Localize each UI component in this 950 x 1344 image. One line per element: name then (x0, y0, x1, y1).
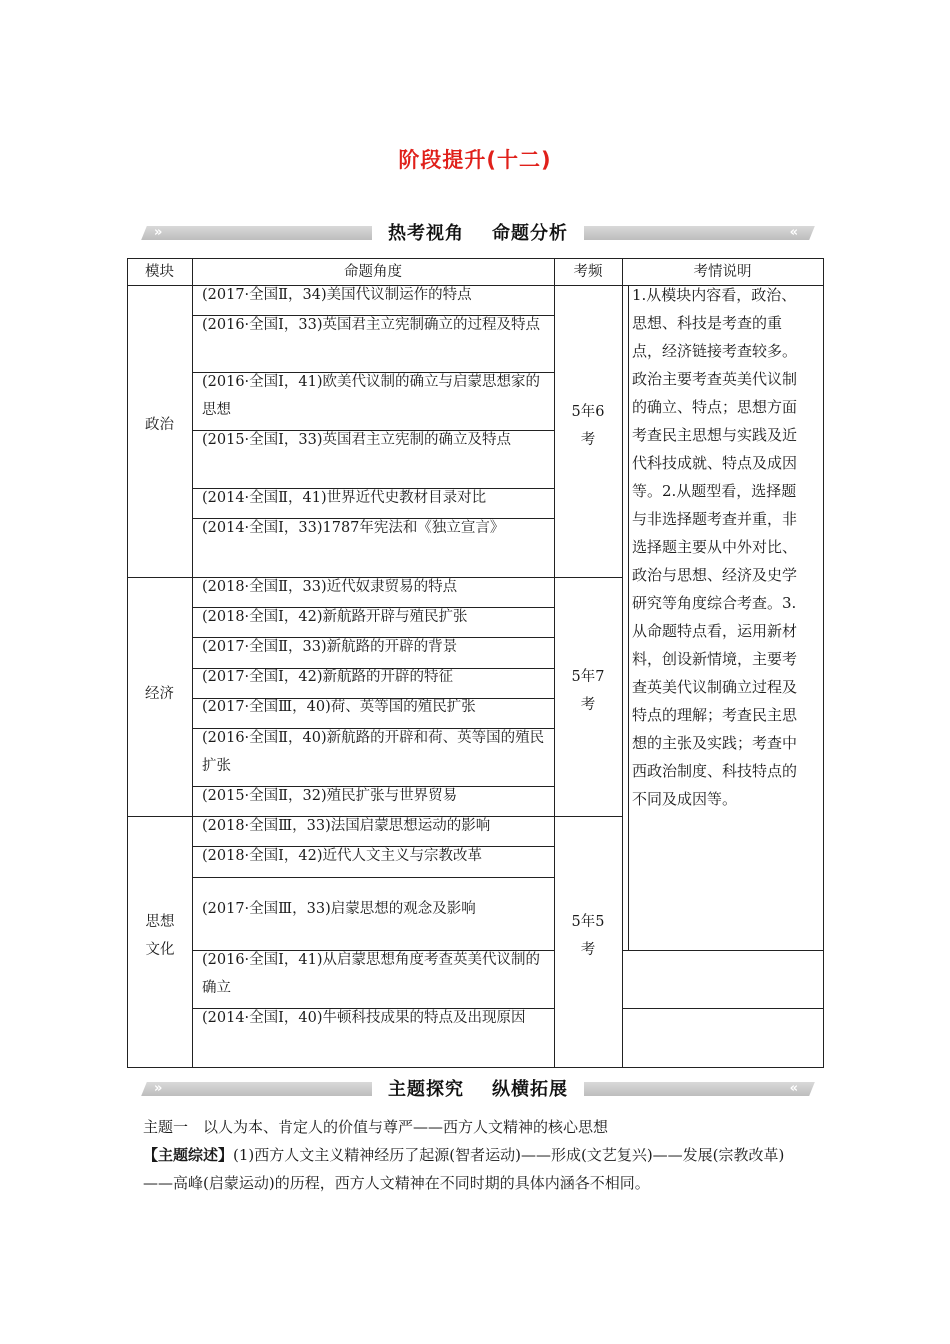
table-row: (2018·全国Ⅰ，42)新航路开辟与殖民扩张 (202, 609, 468, 625)
frequency-thought: 5年5考 (571, 914, 605, 958)
table-row: (2016·全国Ⅱ，40)新航路的开辟和荷、英等国的殖民扩张 (202, 730, 545, 774)
table-row: (2016·全国Ⅰ，41)从启蒙思想角度考查英美代议制的确立 (202, 952, 541, 996)
header-module: 模块 (145, 264, 174, 280)
table-row: (2017·全国Ⅱ，34)美国代议制运作的特点 (202, 287, 472, 303)
banner-label-right: 命题分析 (492, 223, 568, 244)
page-title: 阶段提升(十二) (398, 148, 552, 172)
module-thought-culture: 思想文化 (145, 914, 175, 958)
header-notes: 考情说明 (693, 264, 752, 280)
table-row: (2018·全国Ⅲ，33)法国启蒙思想运动的影响 (202, 818, 491, 834)
summary-text: (1)西方人文主义精神经历了起源(智者运动)——形成(文艺复兴)——发展(宗教改革)——高峰(启蒙运动)的历程，西方人文精神在不同时期的具体内涵各不相同。 (143, 1146, 785, 1192)
summary-label: 【主题综述】 (143, 1146, 234, 1164)
frequency-politics: 5年6考 (571, 404, 605, 448)
double-chevron-left-icon: « (789, 1081, 798, 1096)
table-row: (2014·全国Ⅰ，40)牛顿科技成果的特点及出现原因 (202, 1010, 526, 1026)
banner-label-left: 主题探究 (388, 1079, 464, 1100)
section-banner-exploration (140, 1074, 816, 1104)
table-row: (2016·全国Ⅰ，41)欧美代议制的确立与启蒙思想家的思想 (202, 374, 541, 418)
banner-label (372, 1075, 584, 1101)
module-economy: 经济 (145, 686, 174, 702)
frequency-economy: 5年7考 (571, 669, 605, 713)
table-row: (2018·全国Ⅰ，42)近代人文主义与宗教改革 (202, 848, 483, 864)
table-row: (2017·全国Ⅲ，40)荷、英等国的殖民扩张 (202, 699, 476, 715)
topic-heading: 主题一 以人为本、肯定人的价值与尊严——西方人文精神的核心思想 (143, 1118, 609, 1136)
table-row: (2014·全国Ⅰ，33)1787年宪法和《独立宣言》 (202, 520, 505, 536)
module-politics: 政治 (145, 417, 174, 433)
header-angle: 命题角度 (344, 264, 402, 280)
table-row: (2014·全国Ⅱ，41)世界近代史教材目录对比 (202, 490, 487, 506)
table-row: (2015·全国Ⅱ，32)殖民扩张与世界贸易 (202, 788, 458, 804)
table-row: (2017·全国Ⅱ，33)新航路的开辟的背景 (202, 639, 458, 655)
table-row: (2016·全国Ⅰ，33)英国君主立宪制确立的过程及特点 (202, 317, 541, 333)
table-row: (2017·全国Ⅲ，33)启蒙思想的观念及影响 (202, 901, 476, 917)
topic-summary (143, 1141, 813, 1197)
header-frequency: 考频 (573, 264, 603, 280)
exam-analysis-notes: 1.从模块内容看，政治、思想、科技是考查的重点，经济链接考查较多。政治主要考查英美代议制的确立、特点；思想方面考查民主思想与实践及近代科技成就、特点及成因等。2.从题型看，选择题与非选择题考查并重，非选择题主要从中外对比、政治与思想、经济及史学研究等角度综合考查。3.从命题特点看，运用新材料，创设新情境，主要考查英美代议制确立过程及特点的理解；考查民主思想的主张及实践；考查中西政治制度、科技特点的不同及成因等。 (632, 286, 798, 808)
table-row: (2017·全国Ⅰ，42)新航路的开辟的特征 (202, 669, 454, 685)
double-chevron-left-icon: « (789, 225, 798, 240)
banner-label-right: 纵横拓展 (492, 1079, 568, 1100)
table-row: (2015·全国Ⅰ，33)英国君主立宪制的确立及特点 (202, 432, 512, 448)
double-chevron-right-icon: » (154, 225, 163, 240)
table-row: (2018·全国Ⅱ，33)近代奴隶贸易的特点 (202, 579, 458, 595)
double-chevron-right-icon: » (154, 1081, 163, 1096)
banner-label-left: 热考视角 (388, 223, 464, 244)
